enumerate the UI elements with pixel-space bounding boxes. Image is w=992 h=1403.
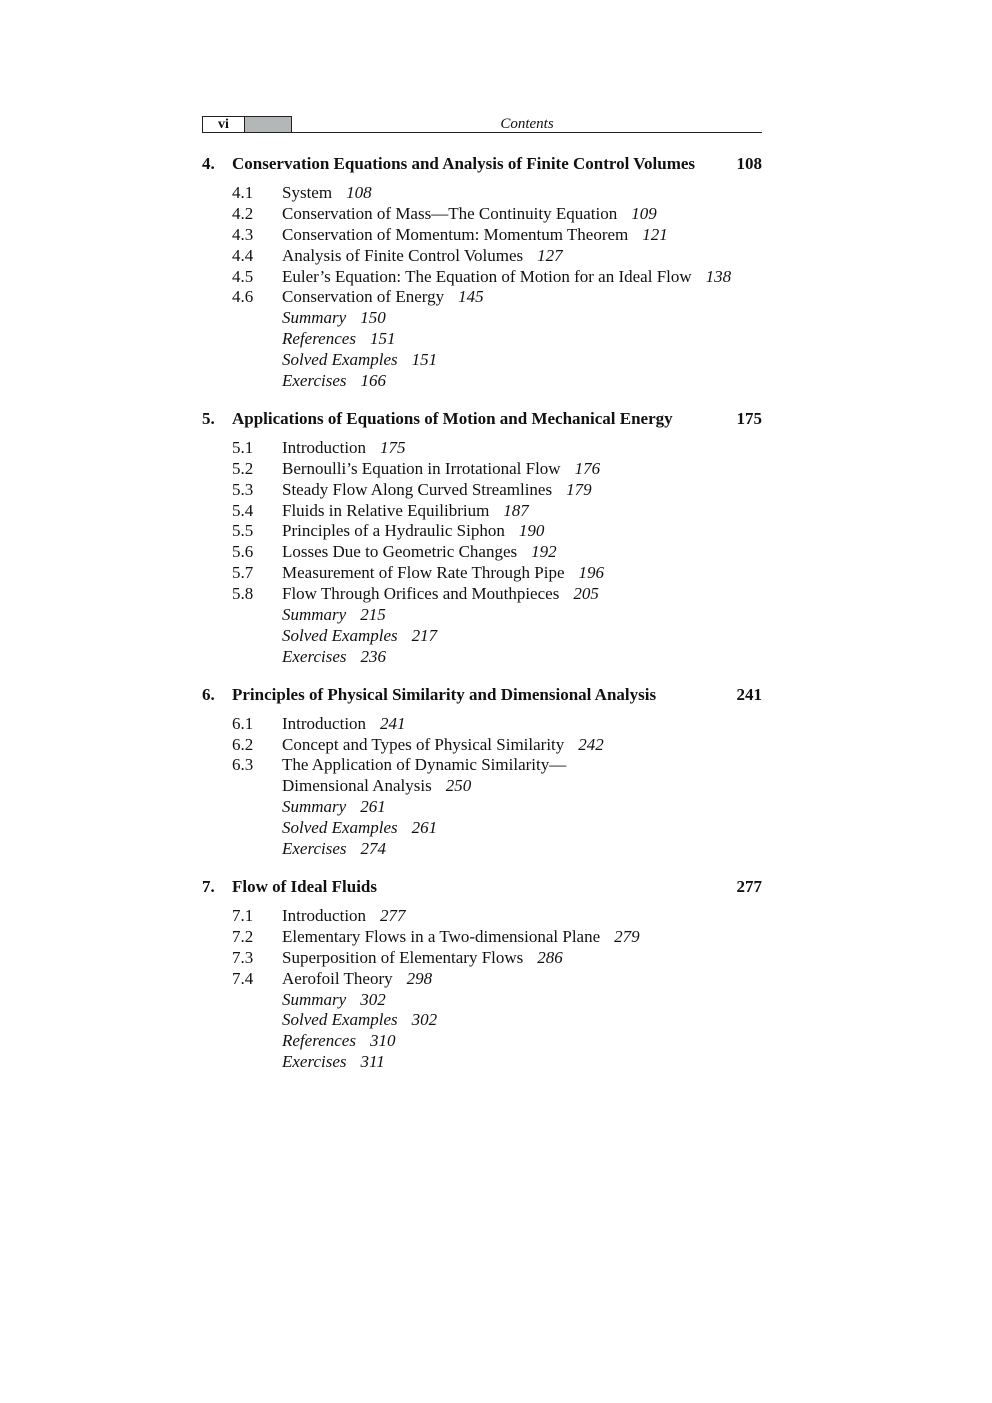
section-title: Euler’s Equation: The Equation of Motion for an Ideal Flow <box>282 266 692 286</box>
section-title: Elementary Flows in a Two-dimensional Plane <box>282 926 601 946</box>
extra-entry <box>202 1031 762 1052</box>
extra-title: Exercises <box>282 371 347 391</box>
extra-title: Exercises <box>282 1052 347 1072</box>
section-entry <box>202 755 762 776</box>
running-title: Contents <box>500 116 554 132</box>
extra-entry <box>202 329 762 350</box>
section-entry <box>202 948 762 969</box>
section-page: 190 <box>518 521 545 541</box>
chapter-heading <box>202 152 762 176</box>
chapter-4 <box>202 152 762 392</box>
header-rule <box>292 132 762 133</box>
extra-entry <box>202 1052 762 1073</box>
section-page: 145 <box>458 287 484 307</box>
section-page: 175 <box>380 437 406 457</box>
section-number: 7.4 <box>232 968 254 988</box>
section-number: 4.3 <box>232 224 254 244</box>
section-number: 6.1 <box>232 713 254 733</box>
extra-title: Solved Examples <box>282 818 398 838</box>
chapter-7 <box>202 875 762 1073</box>
section-number: 5.5 <box>232 521 254 541</box>
section-entry <box>202 927 762 948</box>
section-number: 4.5 <box>232 266 254 286</box>
extra-title: Summary <box>282 797 347 817</box>
section-title: Conservation of Momentum: Momentum Theorem <box>282 224 629 244</box>
extra-entry <box>202 1010 762 1031</box>
section-entry <box>202 267 762 288</box>
chapter-heading <box>202 683 762 707</box>
section-entry <box>202 969 762 990</box>
chapter-page: 277 <box>736 876 762 896</box>
section-page: 196 <box>578 563 605 583</box>
chapter-number: 6. <box>202 684 215 704</box>
extra-title: References <box>282 329 356 349</box>
extra-entry <box>202 371 762 392</box>
section-title: Losses Due to Geometric Changes <box>282 542 518 562</box>
section-title: Steady Flow Along Curved Streamlines <box>282 479 553 499</box>
section-entry <box>202 714 762 735</box>
section-entry <box>202 204 762 225</box>
chapter-page: 108 <box>736 154 762 173</box>
extra-entry <box>202 626 762 647</box>
section-title: System <box>282 183 333 202</box>
extra-title: Solved Examples <box>282 1010 398 1030</box>
extra-title: Summary <box>282 989 347 1009</box>
chapter-number: 5. <box>202 408 215 428</box>
section-page: 109 <box>631 203 657 223</box>
section-number: 7.2 <box>232 926 254 946</box>
section-title-continued: Dimensional Analysis <box>282 776 432 796</box>
page-folio: vi <box>202 116 245 133</box>
section-page: 187 <box>503 500 529 520</box>
extra-title: Exercises <box>282 839 347 859</box>
section-title: Superposition of Elementary Flows <box>282 947 524 967</box>
chapter-number: 7. <box>202 876 215 896</box>
section-number: 5.1 <box>232 437 254 457</box>
chapter-number: 4. <box>202 154 215 173</box>
extra-entry <box>202 605 762 626</box>
chapter-title: Conservation Equations and Analysis of Finite Control Volumes <box>232 154 696 173</box>
section-title: Bernoulli’s Equation in Irrotational Flow <box>282 458 561 478</box>
extra-entry <box>202 797 762 818</box>
table-of-contents <box>202 152 762 1088</box>
section-title: Conservation of Energy <box>282 287 445 307</box>
section-title: Introduction <box>282 437 367 457</box>
extra-page: 261 <box>411 818 438 838</box>
extra-page: 261 <box>360 797 386 817</box>
folio-shade-box <box>245 116 292 133</box>
section-entry <box>202 501 762 522</box>
section-title: Principles of a Hydraulic Siphon <box>282 521 505 541</box>
extra-entry <box>202 818 762 839</box>
extra-title: Solved Examples <box>282 350 398 370</box>
section-page: 179 <box>566 479 592 499</box>
section-page: 205 <box>573 584 599 604</box>
section-page: 176 <box>574 458 601 478</box>
section-number: 5.7 <box>232 563 254 583</box>
extra-title: Solved Examples <box>282 625 398 645</box>
section-title: Aerofoil Theory <box>282 968 393 988</box>
section-entry <box>202 183 762 204</box>
section-number: 6.3 <box>232 755 254 775</box>
chapter-title: Flow of Ideal Fluids <box>232 876 377 896</box>
section-title: Analysis of Finite Control Volumes <box>282 245 524 265</box>
chapter-page: 175 <box>736 408 762 428</box>
section-number: 4.2 <box>232 203 254 223</box>
section-number: 5.8 <box>232 584 254 604</box>
extra-page: 236 <box>360 646 387 666</box>
extra-page: 151 <box>369 329 396 349</box>
section-title: Fluids in Relative Equilibrium <box>282 500 490 520</box>
chapter-heading <box>202 875 762 899</box>
extra-page: 310 <box>369 1031 396 1051</box>
section-page: 286 <box>537 947 563 967</box>
extra-page: 302 <box>360 989 386 1009</box>
extra-entry <box>202 647 762 668</box>
section-number: 5.2 <box>232 458 254 478</box>
section-page: 108 <box>346 183 372 202</box>
section-entry <box>202 735 762 756</box>
section-entry <box>202 246 762 267</box>
section-entry <box>202 584 762 605</box>
section-title: Conservation of Mass—The Continuity Equation <box>282 203 618 223</box>
section-page: 298 <box>406 968 433 988</box>
chapter-5 <box>202 407 762 668</box>
extra-title: References <box>282 1031 356 1051</box>
section-entry <box>202 438 762 459</box>
section-entry <box>202 287 762 308</box>
section-page: 127 <box>537 245 563 265</box>
section-page: 242 <box>578 734 604 754</box>
extra-page: 150 <box>360 308 386 328</box>
section-number: 7.3 <box>232 947 254 967</box>
section-title: Concept and Types of Physical Similarity <box>282 734 565 754</box>
extra-entry <box>202 350 762 371</box>
extra-entry <box>202 839 762 860</box>
extra-title: Summary <box>282 605 347 625</box>
extra-page: 166 <box>360 371 387 391</box>
section-page: 277 <box>380 905 406 925</box>
extra-page: 302 <box>411 1010 438 1030</box>
section-entry <box>202 459 762 480</box>
section-entry <box>202 542 762 563</box>
extra-page: 151 <box>411 350 438 370</box>
section-page: 138 <box>705 266 732 286</box>
section-title: Measurement of Flow Rate Through Pipe <box>282 563 565 583</box>
chapter-6 <box>202 683 762 860</box>
running-header <box>202 116 762 134</box>
section-page: 279 <box>614 926 640 946</box>
chapter-heading <box>202 407 762 431</box>
extra-entry <box>202 990 762 1011</box>
section-entry <box>202 563 762 584</box>
extra-title: Exercises <box>282 646 347 666</box>
section-number: 4.4 <box>232 245 254 265</box>
section-page: 121 <box>642 224 668 244</box>
extra-page: 215 <box>360 605 386 625</box>
chapter-page: 241 <box>736 684 762 704</box>
section-title: Flow Through Orifices and Mouthpieces <box>282 584 560 604</box>
section-entry <box>202 906 762 927</box>
section-number: 7.1 <box>232 905 254 925</box>
section-number: 5.6 <box>232 542 254 562</box>
section-page: 250 <box>445 776 472 796</box>
section-number: 4.1 <box>232 183 254 202</box>
extra-entry <box>202 308 762 329</box>
section-title: Introduction <box>282 905 367 925</box>
section-title: Introduction <box>282 713 367 733</box>
chapter-title: Principles of Physical Similarity and Dimensional Analysis <box>232 684 657 704</box>
section-number: 6.2 <box>232 734 254 754</box>
section-number: 5.3 <box>232 479 254 499</box>
section-number: 5.4 <box>232 500 254 520</box>
chapter-title: Applications of Equations of Motion and Mechanical Energy <box>232 408 673 428</box>
section-entry-continued <box>202 776 762 797</box>
section-page: 241 <box>380 713 406 733</box>
extra-title: Summary <box>282 308 347 328</box>
extra-page: 311 <box>360 1052 385 1072</box>
extra-page: 217 <box>411 625 438 645</box>
extra-page: 274 <box>360 839 387 859</box>
section-entry <box>202 480 762 501</box>
section-page: 192 <box>531 542 557 562</box>
section-entry <box>202 225 762 246</box>
section-title: The Application of Dynamic Similarity— <box>282 755 567 775</box>
section-number: 4.6 <box>232 287 254 307</box>
section-entry <box>202 521 762 542</box>
